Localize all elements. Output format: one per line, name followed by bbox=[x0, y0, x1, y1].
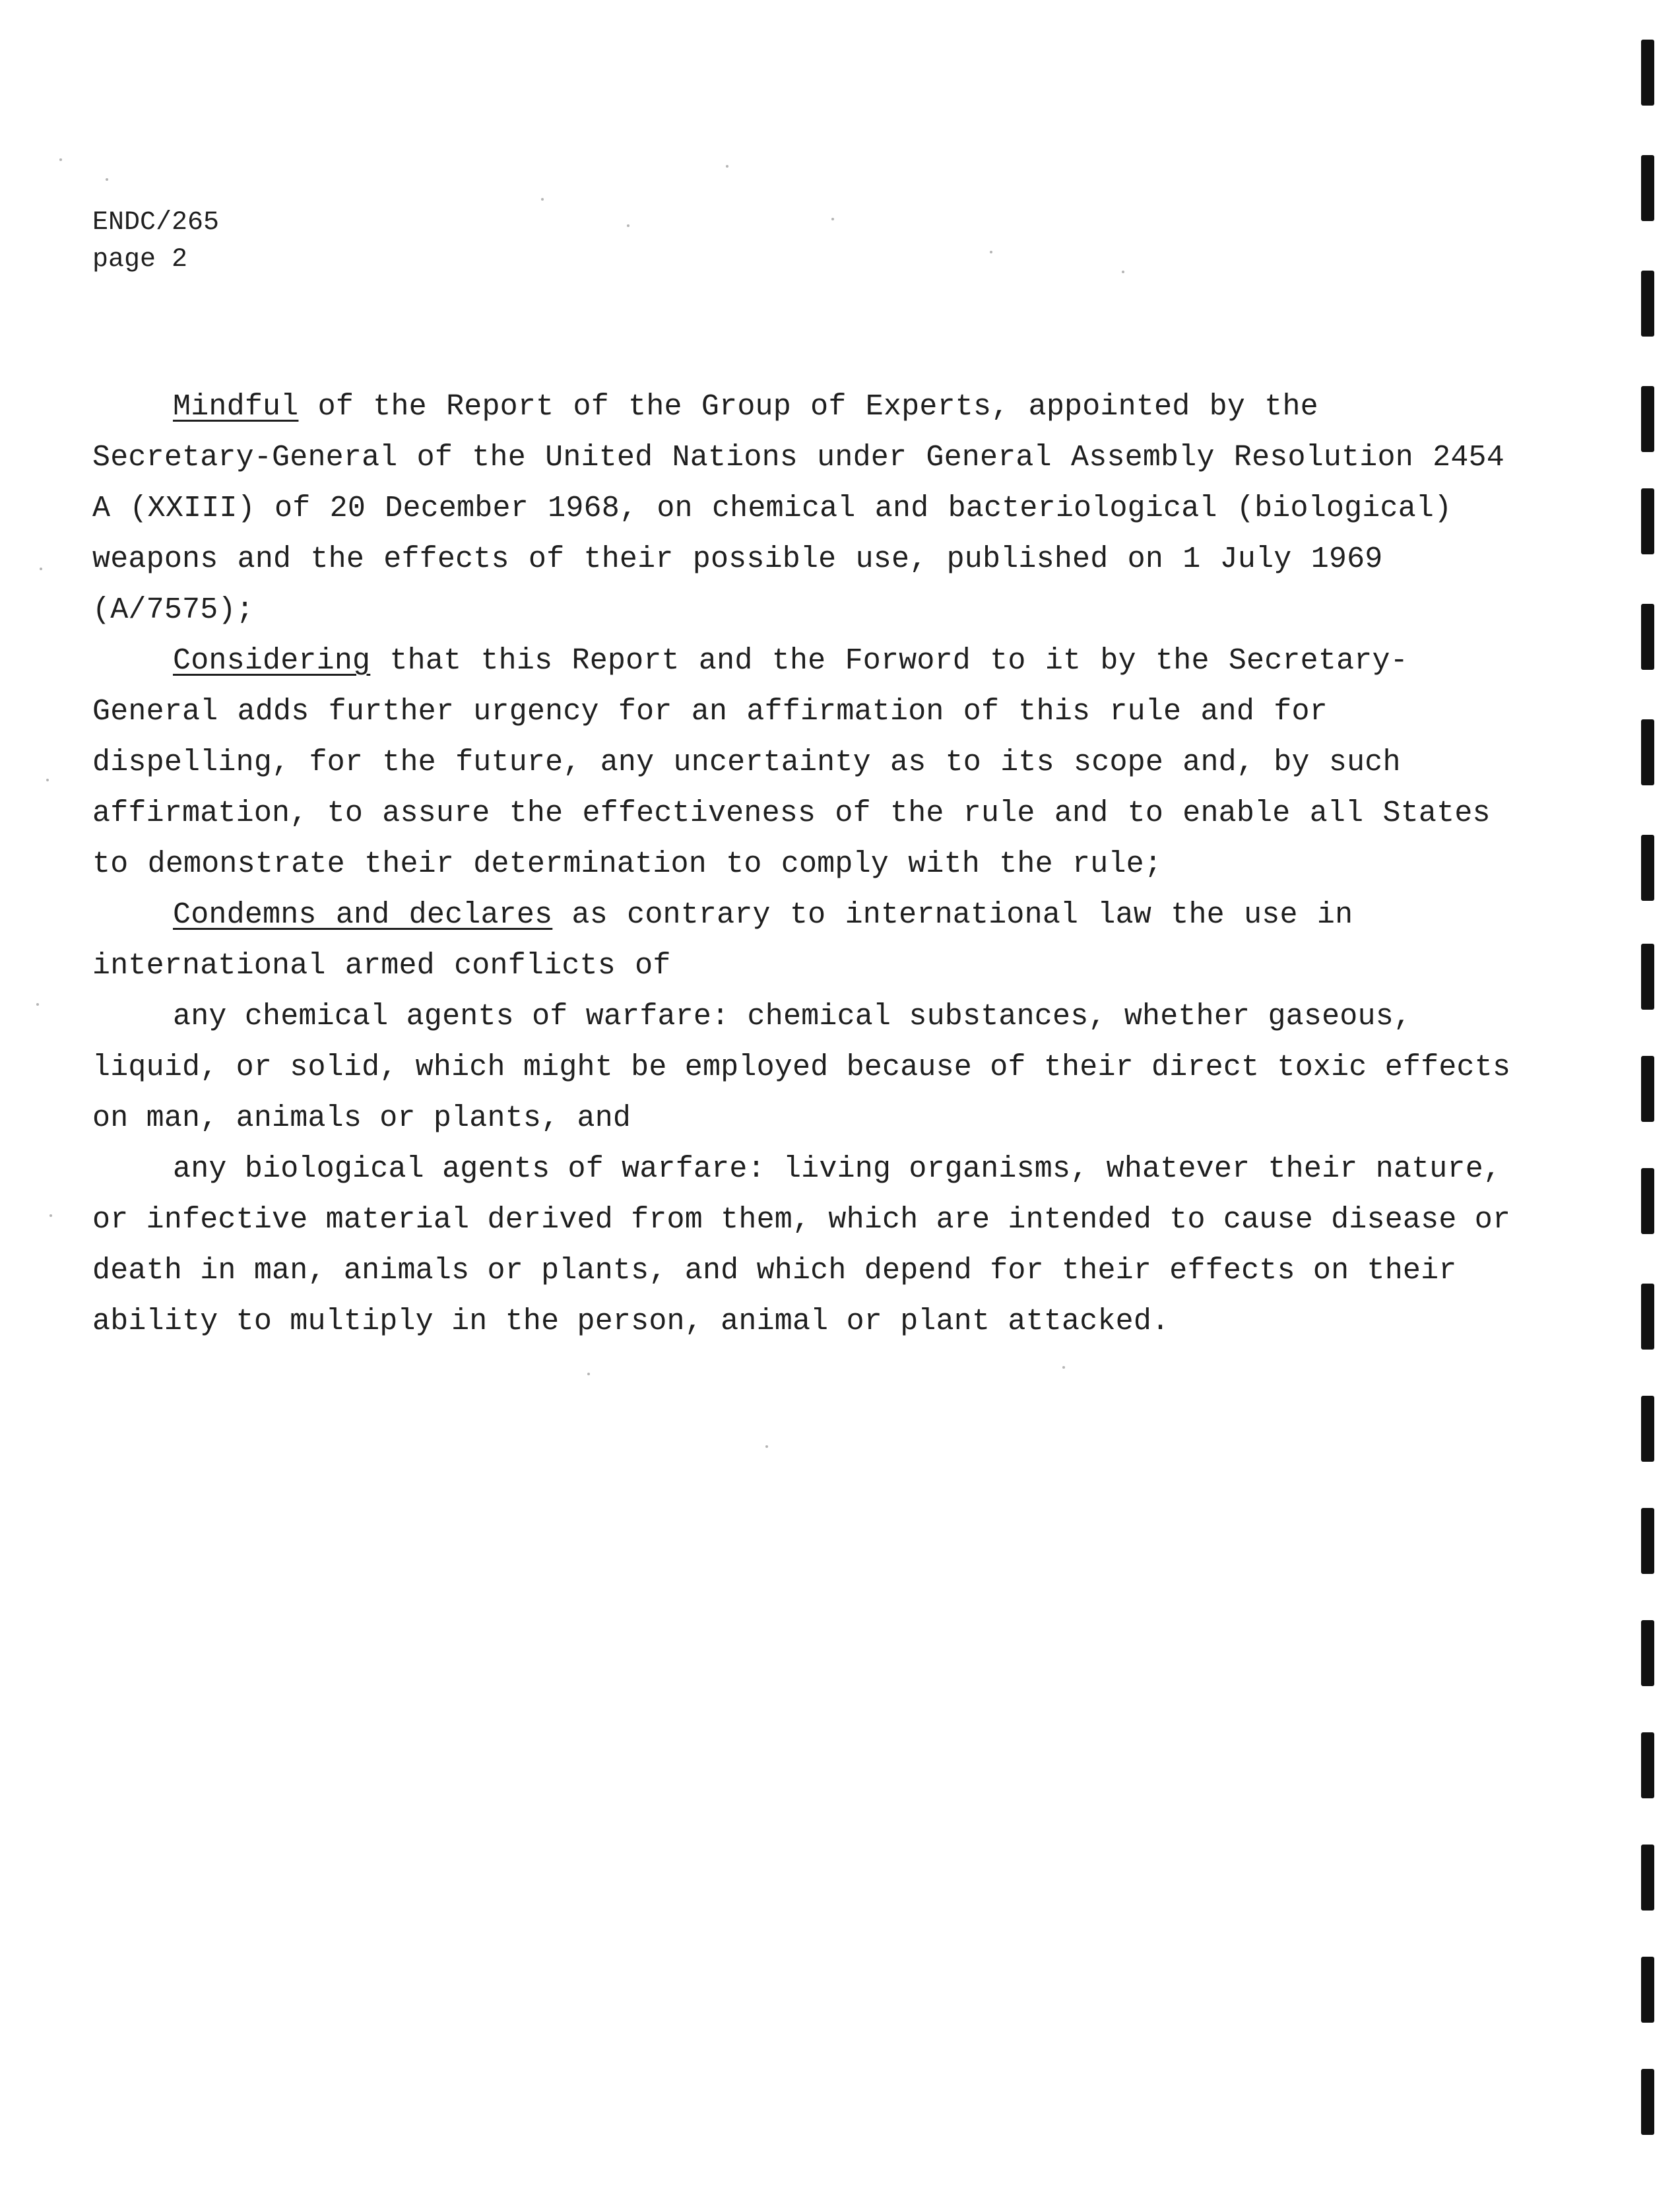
binder-mark bbox=[1641, 155, 1654, 221]
binder-mark bbox=[1641, 604, 1654, 670]
binder-mark bbox=[1641, 488, 1654, 554]
document-body bbox=[92, 381, 1511, 1347]
paragraph-lead: Considering bbox=[173, 644, 371, 678]
scan-speck bbox=[40, 568, 42, 570]
paragraph-lead: Condemns and declares bbox=[173, 898, 553, 932]
paragraph-biological-agents: any biological agents of warfare: living organisms, whatever their nature, or infective material derived from them, which are intended to cause disease or death in man, animals or plants, and which depend for their effects on their ability to multiply in the person, animal or plant attacked. bbox=[92, 1152, 1511, 1338]
binder-mark bbox=[1641, 1845, 1654, 1911]
binder-mark bbox=[1641, 271, 1654, 337]
binder-mark bbox=[1641, 719, 1654, 785]
document-symbol: ENDC/265 bbox=[92, 208, 220, 238]
binder-mark bbox=[1641, 1620, 1654, 1686]
paragraph-considering bbox=[92, 636, 1511, 890]
binder-mark bbox=[1641, 2069, 1654, 2135]
binder-mark bbox=[1641, 1508, 1654, 1574]
scan-speck bbox=[587, 1373, 590, 1375]
paragraph-text: of the Report of the Group of Experts, appointed by the Secretary-General of the United Nations under General Assembly Resolution 2454 A (XXIII) of 20 December 1968, on chemical and bacteriological (biological) weapons and the effects of their possible use, published on 1 July 1969 (A/7575); bbox=[92, 390, 1504, 627]
document-header bbox=[92, 205, 219, 278]
scan-speck bbox=[36, 1003, 39, 1006]
binder-mark bbox=[1641, 1957, 1654, 2023]
binder-mark bbox=[1641, 40, 1654, 106]
binder-mark bbox=[1641, 386, 1654, 452]
scan-speck bbox=[49, 1214, 52, 1217]
page-number: page 2 bbox=[92, 245, 188, 275]
paragraph-text: as contrary to international law the use in international armed conflicts of bbox=[92, 898, 1353, 983]
scan-speck bbox=[627, 224, 630, 227]
paragraph-mindful bbox=[92, 381, 1511, 636]
scan-speck bbox=[990, 251, 992, 253]
paragraph-condemns bbox=[92, 890, 1511, 991]
scan-speck bbox=[541, 198, 544, 201]
scan-speck bbox=[765, 1445, 768, 1448]
binder-mark bbox=[1641, 1168, 1654, 1234]
binder-mark bbox=[1641, 1732, 1654, 1798]
scan-speck bbox=[46, 779, 49, 781]
scan-speck bbox=[726, 165, 728, 168]
paragraph-lead: Mindful bbox=[173, 390, 299, 424]
scan-speck bbox=[1122, 271, 1124, 273]
binder-mark bbox=[1641, 1056, 1654, 1122]
binder-mark bbox=[1641, 1396, 1654, 1462]
scan-speck bbox=[59, 158, 62, 161]
binder-mark bbox=[1641, 835, 1654, 901]
paragraph-chemical-agents: any chemical agents of warfare: chemical substances, whether gaseous, liquid, or solid, which might be employed because of their direct toxic effects on man, animals or plants, and bbox=[92, 1000, 1511, 1135]
scan-speck bbox=[106, 178, 108, 181]
binder-mark bbox=[1641, 1284, 1654, 1350]
scan-speck bbox=[1062, 1366, 1065, 1369]
paragraph-text: that this Report and the Forword to it by the Secretary-General adds further urgency for an affirmation of this rule and for dispelling, for the future, any uncertainty as to its scope and, by such affirmation, to assure the effectiveness of the rule and to enable all States to demonstrate their determination to comply with the rule; bbox=[92, 644, 1491, 881]
scan-speck bbox=[831, 218, 834, 220]
binder-mark bbox=[1641, 944, 1654, 1010]
